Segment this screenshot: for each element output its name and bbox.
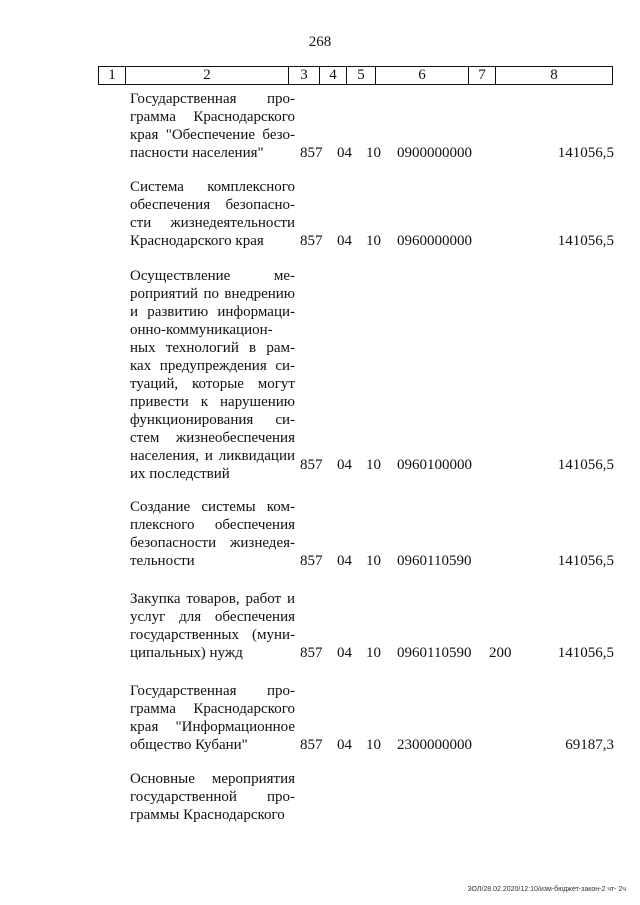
row-col-6: 0960100000 — [397, 457, 472, 473]
row-col-8: 141056,5 — [557, 233, 614, 249]
row-name: Создание системы ком-плексного обеспечения безопасности жизнедея-тельности — [130, 499, 295, 569]
row-name: Система комплексного обеспечения безопасно-сти жизнедеятельности Краснодарского края — [130, 179, 295, 249]
row-col-6: 0960000000 — [397, 233, 472, 249]
column-header-2: 2 — [126, 67, 289, 85]
row-col-5: 10 — [366, 457, 381, 473]
row-col-7: 200 — [489, 645, 512, 661]
row-col-4: 04 — [337, 645, 352, 661]
row-col-5: 10 — [366, 553, 381, 569]
row-col-6: 0960110590 — [397, 553, 472, 569]
page-number: 268 — [308, 34, 332, 50]
row-col-8: 141056,5 — [557, 645, 614, 661]
column-header-table — [98, 66, 613, 85]
row-col-4: 04 — [337, 233, 352, 249]
row-col-6: 0900000000 — [397, 145, 472, 161]
row-name: Государственная про-грамма Краснодарского края "Обеспечение безо-пасности населения" — [130, 91, 295, 161]
column-header-row — [99, 67, 613, 85]
row-name: Государственная про-грамма Краснодарского края "Информационное общество Кубани" — [130, 683, 295, 753]
row-name: Закупка товаров, работ и услуг для обеспечения государственных (муни-ципальных) нужд — [130, 591, 295, 661]
row-col-8: 69187,3 — [565, 737, 614, 753]
row-col-3: 857 — [300, 145, 323, 161]
row-col-3: 857 — [300, 737, 323, 753]
row-col-5: 10 — [366, 233, 381, 249]
column-header-1: 1 — [99, 67, 126, 85]
column-header-7: 7 — [469, 67, 496, 85]
row-col-4: 04 — [337, 737, 352, 753]
row-col-4: 04 — [337, 145, 352, 161]
column-header-5: 5 — [347, 67, 376, 85]
row-col-4: 04 — [337, 553, 352, 569]
row-col-3: 857 — [300, 553, 323, 569]
row-name: Осуществление ме-роприятий по внедрению и развитию информаци-онно-коммуникацион-ных технологий в рам-ках предупреждения си-туаций, которые могут привести к нарушению функционирования си-стем жизнеобеспечения населения, и ликвидации их последствий — [130, 268, 295, 482]
column-header-6: 6 — [376, 67, 469, 85]
row-col-8: 141056,5 — [557, 145, 614, 161]
row-col-3: 857 — [300, 233, 323, 249]
row-col-4: 04 — [337, 457, 352, 473]
row-name: Основные мероприятия государственной про-граммы Краснодарского — [130, 771, 295, 823]
row-col-3: 857 — [300, 645, 323, 661]
column-header-8: 8 — [496, 67, 613, 85]
row-col-8: 141056,5 — [557, 553, 614, 569]
row-col-5: 10 — [366, 645, 381, 661]
row-col-6: 0960110590 — [397, 645, 472, 661]
column-header-3: 3 — [289, 67, 320, 85]
row-col-5: 10 — [366, 737, 381, 753]
footer-stamp: ЗОЛ/28.02.2020/12:10/изм-бюджет-закон-2 чт- 2ч — [467, 886, 626, 893]
column-header-4: 4 — [320, 67, 347, 85]
row-col-8: 141056,5 — [557, 457, 614, 473]
row-col-6: 2300000000 — [397, 737, 472, 753]
row-col-5: 10 — [366, 145, 381, 161]
row-col-3: 857 — [300, 457, 323, 473]
